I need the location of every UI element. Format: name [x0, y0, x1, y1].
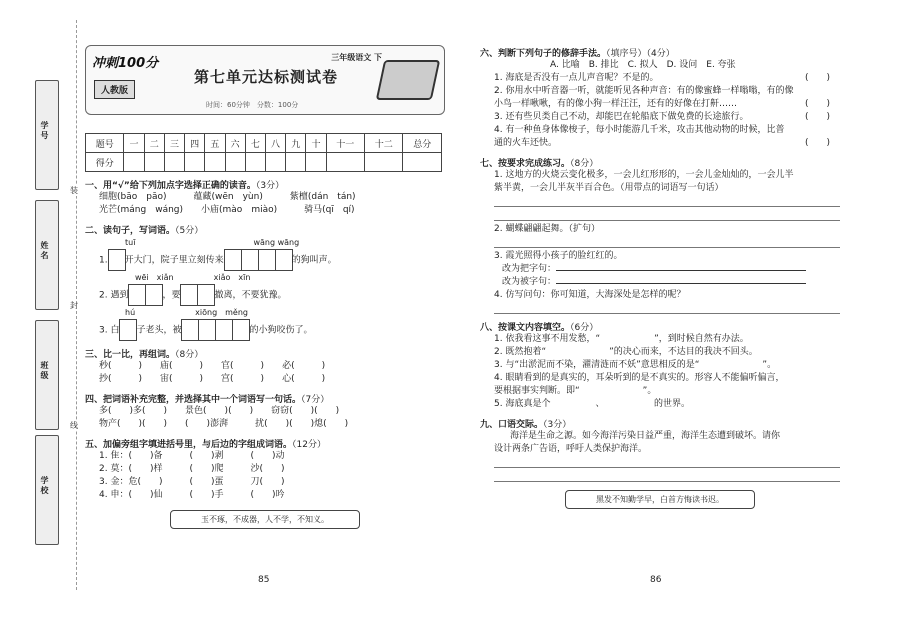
score-cell[interactable]: [265, 153, 285, 172]
char-box[interactable]: [108, 249, 126, 271]
tablet-icon: [376, 60, 441, 100]
q2-title: 二、读句子，写词语。（5分）: [85, 226, 204, 236]
q8-item[interactable]: 要根据事实判断。即“ ”。: [494, 386, 657, 396]
q5-line[interactable]: 3. 金：危( ) ( )蛋 刀( ): [99, 477, 285, 487]
grade-label: 三年级语文 下: [331, 53, 382, 62]
motto-banner: 玉不琢，不成器，人不学，不知义。: [170, 510, 360, 529]
cut-mark-2: 封: [70, 301, 78, 310]
score-table: [85, 133, 442, 172]
q6-item: 2. 你用水中听音器一听，就能听见各种声音：有的像蜜蜂一样嗡嗡，有的像: [494, 86, 794, 96]
left-page: [85, 45, 445, 529]
score-cell[interactable]: [185, 153, 205, 172]
q6-item: 通的火车还快。 ( ): [494, 138, 830, 148]
q7-item: 2. 蝴蝶翩翩起舞。（扩句）: [494, 224, 600, 234]
binding-strip: [30, 80, 64, 550]
q7-item: 3. 霞光照得小孩子的脸红红的。: [494, 251, 623, 261]
score-header-cell: 十一: [326, 134, 364, 153]
pinyin-line: wēi xiǎn xiǎo xīn: [135, 273, 251, 282]
answer-line[interactable]: [494, 209, 840, 221]
score-header-cell: 五: [205, 134, 225, 153]
name-box[interactable]: 姓名: [35, 200, 59, 310]
score-cell[interactable]: [306, 153, 326, 172]
q8-title: 八、按课文内容填空。（6分）: [480, 323, 599, 333]
score-cell[interactable]: [286, 153, 306, 172]
score-cell[interactable]: [365, 153, 403, 172]
pinyin-line: hú xiōng měng: [125, 308, 249, 317]
q5-title: 五、加偏旁组字填进括号里，与后边的字组成词语。（12分）: [85, 440, 326, 450]
char-box[interactable]: [241, 249, 259, 271]
score-cell[interactable]: [164, 153, 184, 172]
score-header-cell: 六: [225, 134, 245, 153]
q7-item: 改为把字句：: [480, 263, 840, 276]
char-box[interactable]: [128, 284, 146, 306]
q8-item[interactable]: 1. 依我看这事不用发愁，“ ”，到时候自然有办法。: [494, 334, 749, 344]
char-box[interactable]: [232, 319, 250, 341]
answer-line[interactable]: [494, 195, 840, 207]
q8-item: 4. 眼睛看到的是真实的，耳朵听到的是不真实的。形容人不能偏听偏言，: [494, 373, 785, 383]
q7-item: 4. 仿写问句：你可知道，大海深处是怎样的呢？: [494, 290, 686, 300]
score-cell[interactable]: [225, 153, 245, 172]
exam-header: [85, 45, 445, 115]
char-box[interactable]: [275, 249, 293, 271]
page-number: 86: [650, 575, 662, 585]
q7-title: 七、按要求完成练习。（8分）: [480, 159, 599, 169]
score-header-cell: 题号: [86, 134, 124, 153]
score-cell[interactable]: [326, 153, 364, 172]
answer-line[interactable]: [494, 470, 840, 482]
score-header-cell: 八: [265, 134, 285, 153]
char-box[interactable]: [224, 249, 242, 271]
q5-line[interactable]: 1. 隹：( )备 ( )剥 ( )动: [99, 451, 285, 461]
q5-line[interactable]: 4. 申：( )仙 ( )手 ( )吟: [99, 490, 285, 500]
pinyin-line: tuī wāng wāng: [125, 238, 300, 247]
char-box[interactable]: [258, 249, 276, 271]
answer-line[interactable]: [494, 456, 840, 468]
q4-title: 四、把词语补充完整，并选择其中一个词语写一句话。（7分）: [85, 395, 330, 405]
q7-item: 改为被字句：: [480, 276, 840, 289]
q1-line[interactable]: 细胞(bāo pāo) 蕴藏(wēn yùn) 紫檀(dán tán): [99, 192, 356, 202]
time-score-info: 时间：60分钟 分数：100分: [206, 101, 299, 109]
answer-line[interactable]: [494, 302, 840, 314]
brand-logo: 冲刺100分: [92, 56, 159, 71]
student-id-box[interactable]: 学号: [35, 80, 59, 190]
q7-item: 1. 这地方的火烧云变化极多，一会儿红形形的，一会儿金灿灿的，一会儿半: [494, 170, 794, 180]
cut-mark-3: 线: [70, 421, 78, 430]
q6-item: 小鸟一样啾啾，有的像小狗一样汪汪，还有的好像在打鼾…… ( ): [494, 99, 830, 109]
q8-item[interactable]: 5. 海底真是个 、 的世界。: [494, 399, 690, 409]
q2-item: 3. 白 子老头，被 的小狗咬伤了。: [85, 319, 445, 341]
score-header-cell: 三: [164, 134, 184, 153]
score-cell[interactable]: [245, 153, 265, 172]
q3-line[interactable]: 抄( ) 宙( ) 宫( ) 心( ): [99, 374, 326, 384]
score-header-cell: 二: [144, 134, 164, 153]
page-number: 85: [258, 575, 270, 585]
score-header-cell: 四: [185, 134, 205, 153]
school-box[interactable]: 学校: [35, 435, 59, 545]
char-box[interactable]: [198, 319, 216, 341]
cut-mark-1: 装: [70, 186, 78, 195]
q3-title: 三、比一比，再组词。（8分）: [85, 350, 204, 360]
q1-title: 一、用“√”给下列加点字选择正确的读音。（3分）: [85, 181, 285, 191]
q2-item: 1. 开大门，院子里立刻传来 的狗叫声。: [85, 249, 445, 271]
edition-badge: 人教版: [94, 80, 135, 99]
q6-title: 六、判断下列句子的修辞手法。（填序号）（4分）: [480, 49, 675, 59]
q9-text: 设计两条广告语，呼吁人类保护海洋。: [494, 444, 648, 454]
score-cell[interactable]: [144, 153, 164, 172]
char-box[interactable]: [145, 284, 163, 306]
score-header-cell: 十二: [365, 134, 403, 153]
score-cell[interactable]: 得分: [86, 153, 124, 172]
class-box[interactable]: 班级: [35, 320, 59, 430]
q6-item: 4. 有一种鱼身体像梭子，每小时能游几千米，攻击其他动物的时候，比普: [494, 125, 785, 135]
q5-line[interactable]: 2. 莫：( )样 ( )爬 沙( ): [99, 464, 285, 474]
char-box[interactable]: [215, 319, 233, 341]
q6-item: 1. 海底是否没有一点儿声音呢？不是的。 ( ): [494, 73, 830, 83]
page-title: 第七单元达标测试卷: [194, 68, 339, 86]
q4-line[interactable]: 物产( )( ) ( )澎湃 扰( )( )熄( ): [99, 419, 349, 429]
motto-banner: 黑发不知勤学早，白首方悔读书迟。: [565, 490, 755, 509]
score-header-cell: 九: [286, 134, 306, 153]
score-header-cell: 十: [306, 134, 326, 153]
char-box[interactable]: [180, 284, 198, 306]
q8-item[interactable]: 3. 与“出淤泥而不染，濯清涟而不妖”意思相反的是“ ”。: [494, 360, 777, 370]
score-header-cell: 一: [124, 134, 144, 153]
score-cell[interactable]: [403, 153, 442, 172]
q7-item: 紫半黄，一会儿半灰半百合色。（用带点的词语写一句话）: [494, 183, 724, 193]
rhetoric-options: A. 比喻 B. 排比 C. 拟人 D. 设问 E. 夸张: [550, 60, 736, 70]
q2-item: 2. 遇到 ，要 撤离，不要犹豫。: [85, 284, 445, 306]
char-box[interactable]: [119, 319, 137, 341]
score-cell[interactable]: [205, 153, 225, 172]
char-box[interactable]: [181, 319, 199, 341]
score-header-cell: 总分: [403, 134, 442, 153]
score-cell[interactable]: [124, 153, 144, 172]
q6-item: 3. 还有些贝类自己不动，却能巴在轮船底下做免费的长途旅行。 ( ): [494, 112, 830, 122]
answer-line[interactable]: [494, 236, 840, 248]
q9-title: 九、口语交际。（3分）: [480, 420, 572, 430]
q9-text: 海洋是生命之源。如今海洋污染日益严重，海洋生态遭到破坏。请你: [510, 431, 781, 441]
q8-item[interactable]: 2. 既然抱着“ ”的决心而来，不达目的我决不回头。: [494, 347, 758, 357]
score-header-cell: 七: [245, 134, 265, 153]
right-page: [480, 40, 840, 509]
char-box[interactable]: [197, 284, 215, 306]
q1-line[interactable]: 光芒(máng wáng) 小庙(mào miào) 骑马(qī qí): [99, 205, 355, 215]
q3-line[interactable]: 秒( ) 庙( ) 官( ) 必( ): [99, 361, 326, 371]
q4-line[interactable]: 多( )多( ) 景色( )( ) 窃窃( )( ): [99, 406, 340, 416]
